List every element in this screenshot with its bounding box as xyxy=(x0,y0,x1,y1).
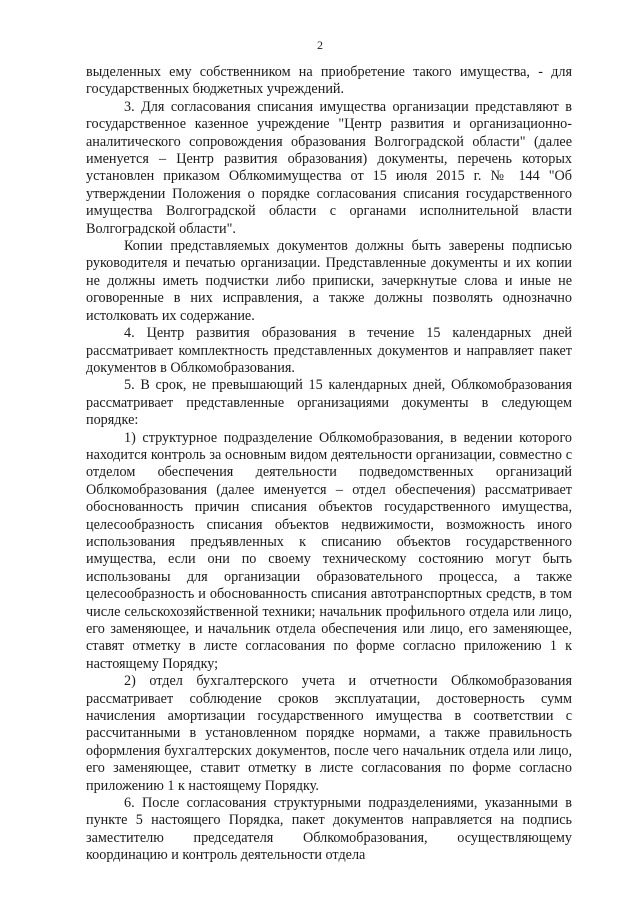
paragraph-item-3: 3. Для согласования списания имущества организации представляют в государственное казенное учреждение "Центр развития и организационно-аналитического сопровождения образования Волгоградской области" (далее именуется – Центр развития образования) документы, перечень которых установлен приказом Облкомимущества от 15 июля 2015 г. № 144 "Об утверждении Положения о порядке согласования списания государственного имущества Волгоградской области с органами исполнительной власти Волгоградской области". xyxy=(86,98,572,237)
paragraph-subitem-1: 1) структурное подразделение Облкомобразования, в ведении которого находится контроль за основным видом деятельности организации, совместно с отделом обеспечения деятельности подведомственных организаций Облкомобразования (далее именуется – отдел обеспечения) рассматривает обоснованность причин списания объектов государственного имущества, целесообразность списания объектов недвижимости, возможность иного использования предъявленных к списанию объектов государственного имущества, если они по своему техническому состоянию могут быть использованы для организации образовательного процесса, а также целесообразность и обоснованность списания автотранспортных средств, в том числе сельскохозяйственной техники; начальник профильного отдела или лицо, его заменяющее, и начальник отдела обеспечения или лицо, его заменяющее, ставят отметку в листе согласования по форме согласно приложению 1 к настоящему Порядку; xyxy=(86,429,572,672)
document-body xyxy=(86,64,572,865)
page-number: 2 xyxy=(317,38,323,52)
paragraph-subitem-2: 2) отдел бухгалтерского учета и отчетности Облкомобразования рассматривает соблюдение сроков эксплуатации, достоверность сумм начисления амортизации государственного имущества в соответствии с рассчитанными в установленном порядке нормами, а также правильность оформления бухгалтерских документов, после чего начальник отдела или лицо, его заменяющее, ставит отметку в листе согласования по форме согласно приложению 1 к настоящему Порядку. xyxy=(86,673,572,794)
paragraph-continuation: выделенных ему собственником на приобретение такого имущества, - для государственных бюджетных учреждений. xyxy=(86,64,572,98)
paragraph-copies: Копии представляемых документов должны быть заверены подписью руководителя и печатью организации. Представленные документы и их копии не должны иметь подчистки либо приписки, зачеркнутые слова и иные не оговоренные в них исправления, а также должны позволять однозначно истолковать их содержание. xyxy=(86,238,572,324)
paragraph-item-5: 5. В срок, не превышающий 15 календарных дней, Облкомобразования рассматривает представленные организациями документы в следующем порядке: xyxy=(86,377,572,429)
paragraph-item-6: 6. После согласования структурными подразделениями, указанными в пункте 5 настоящего Порядка, пакет документов направляется на подпись заместителю председателя Облкомобразования, осуществляющему координацию и контроль деятельности отдела xyxy=(86,795,572,864)
paragraph-item-4: 4. Центр развития образования в течение 15 календарных дней рассматривает комплектность представленных документов и направляет пакет документов в Облкомобразования. xyxy=(86,325,572,376)
